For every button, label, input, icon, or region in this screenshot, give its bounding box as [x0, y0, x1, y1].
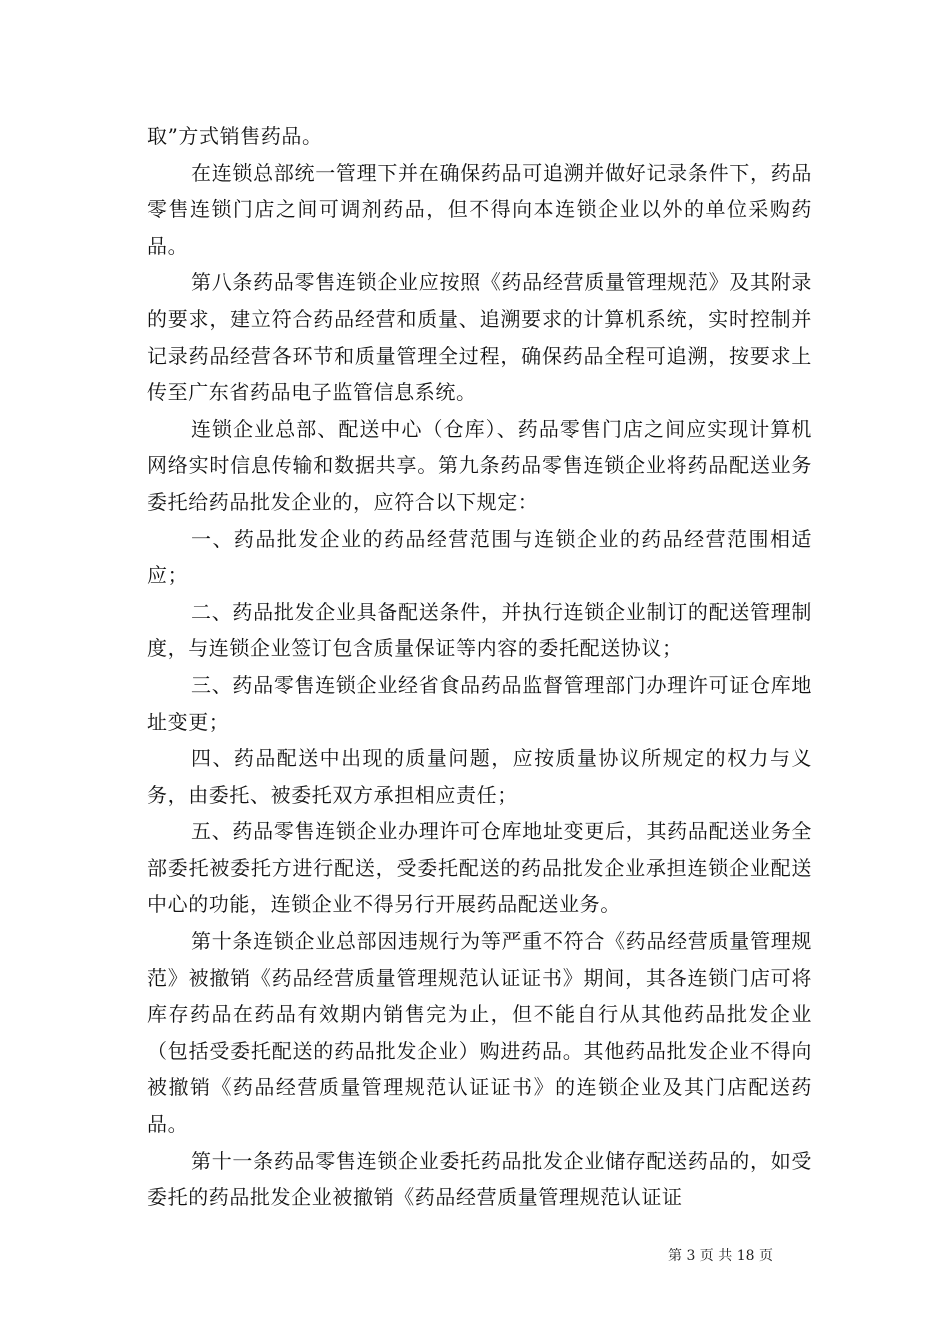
paragraph: 在连锁总部统一管理下并在确保药品可追溯并做好记录条件下，药品零售连锁门店之间可调剂药品，但不得向本连锁企业以外的单位采购药品。 — [147, 160, 812, 258]
paragraph: 第十条连锁企业总部因违规行为等严重不符合《药品经营质量管理规范》被撤销《药品经营质量管理规范认证证书》期间，其各连锁门店可将库存药品在药品有效期内销售完为止，但不能自行从其他药品批发企业（包括受委托配送的药品批发企业）购进药品。其他药品批发企业不得向被撤销《药品经营质量管理规范认证证书》的连锁企业及其门店配送药品。 — [147, 929, 812, 1137]
paragraph: 五、药品零售连锁企业办理许可仓库地址变更后，其药品配送业务全部委托被委托方进行配送，受委托配送的药品批发企业承担连锁企业配送中心的功能，连锁企业不得另行开展药品配送业务。 — [147, 819, 812, 917]
paragraph: 三、药品零售连锁企业经省食品药品监督管理部门办理许可证仓库地址变更； — [147, 672, 812, 734]
paragraph: 第十一条药品零售连锁企业委托药品批发企业储存配送药品的，如受委托的药品批发企业被撤销《药品经营质量管理规范认证证 — [147, 1148, 812, 1210]
page-number: 第 3 页 共 18 页 — [668, 1248, 773, 1264]
document-body — [147, 118, 812, 1216]
paragraph: 四、药品配送中出现的质量问题，应按质量协议所规定的权力与义务，由委托、被委托双方承担相应责任； — [147, 746, 812, 807]
paragraph: 连锁企业总部、配送中心（仓库）、药品零售门店之间应实现计算机网络实时信息传输和数据共享。第九条药品零售连锁企业将药品配送业务委托给药品批发企业的，应符合以下规定： — [147, 416, 812, 514]
paragraph: 二、药品批发企业具备配送条件，并执行连锁企业制订的配送管理制度，与连锁企业签订包含质量保证等内容的委托配送协议； — [147, 599, 812, 661]
paragraph: 第八条药品零售连锁企业应按照《药品经营质量管理规范》及其附录的要求，建立符合药品经营和质量、追溯要求的计算机系统，实时控制并记录药品经营各环节和质量管理全过程，确保药品全程可追溯，按要求上传至广东省药品电子监管信息系统。 — [147, 270, 812, 405]
paragraph: 一、药品批发企业的药品经营范围与连锁企业的药品经营范围相适应； — [147, 526, 812, 588]
paragraph: 取”方式销售药品。 — [147, 124, 323, 148]
